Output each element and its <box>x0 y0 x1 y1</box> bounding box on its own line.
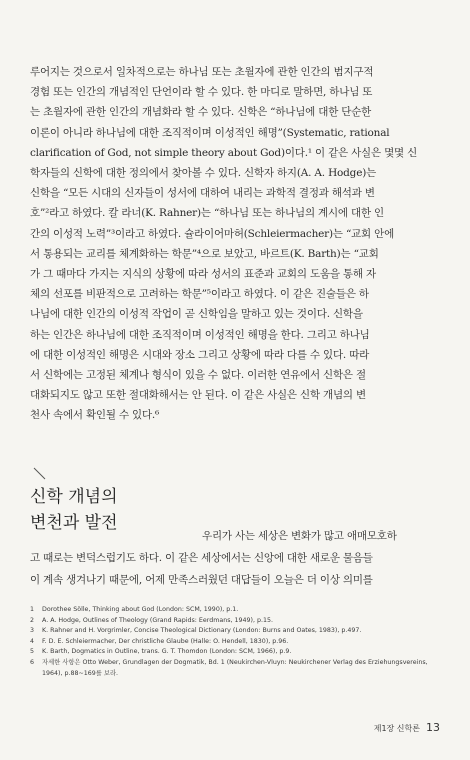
footnote-text: 자세한 사항은 Otto Weber, Grundlagen der Dogmatik, Bd. 1 (Neukirchen-Vluyn: Neukirchener Verlag des Erziehungsvereins, <box>42 658 428 666</box>
section-slash-mark <box>33 467 46 480</box>
body-line: 호”²라고 하였다. 칼 라너(K. Rahner)는 “하나님 또는 하나님의 계시에 대한 인 <box>30 207 384 220</box>
body-line: 경험 또는 인간의 개념적인 단언이라 할 수 있다. 한 마디로 말하면, 하나님 또 <box>30 86 373 99</box>
footnote-number: 4 <box>30 637 35 645</box>
body-line: 가 그 때마다 가지는 지식의 상황에 따라 성서의 표준과 교회의 도움을 통해 자 <box>30 268 376 281</box>
footnote-text: K. Rahner and H. Vorgrimler, Concise Theological Dictionary (London: Burns and Oates, 1983), p.497. <box>42 627 362 635</box>
footnote <box>30 647 440 658</box>
footnote <box>30 605 440 616</box>
footnote <box>30 658 440 669</box>
page-number: 13 <box>426 721 440 734</box>
second-paragraph <box>30 525 440 591</box>
footnote-number: 2 <box>30 616 35 624</box>
body-line: 는 초월자에 관한 인간의 개념화라 할 수 있다. 신학은 “하나님에 대한 단순한 <box>30 106 372 119</box>
second-paragraph-line: 고 때로는 변덕스럽기도 하다. 이 같은 세상에서는 신앙에 대한 새로운 물음들 <box>30 552 373 564</box>
body-line: 서 통용되는 교리를 체계화하는 학문”⁴으로 보았고, 바르트(K. Barth)는 “교회 <box>30 247 379 260</box>
footnote-number: 5 <box>30 648 35 656</box>
body-line: 나님에 대한 인간의 이성적 작업이 곧 신학임을 말하고 있는 것이다. 신학을 <box>30 308 363 321</box>
second-paragraph-line: 이 계속 생겨나기 때문에, 어제 만족스러웠던 대답들이 오늘은 더 이상 의미를 <box>30 574 373 586</box>
body-line: 서 신학에는 고정된 체계나 형식이 있을 수 없다. 이러한 연유에서 신학은 절 <box>30 369 366 382</box>
footnotes <box>30 605 440 679</box>
footnote <box>30 616 440 627</box>
section-title-line-2: 변천과 발전 <box>30 513 118 533</box>
page-footer <box>374 721 440 734</box>
body-line: 대화되지도 않고 또한 절대화해서는 안 된다. 이 같은 사실은 신학 개념의 변 <box>30 389 366 402</box>
footnote-text: Dorothee Sölle, Thinking about God (London: SCM, 1990), p.1. <box>42 606 239 613</box>
section-title-line-1: 신학 개념의 <box>30 487 118 507</box>
body-line: 천사 속에서 확인될 수 있다.⁶ <box>30 409 160 422</box>
footnote-number: 1 <box>30 606 35 613</box>
footnote-number: 3 <box>30 627 35 635</box>
body-line: clarification of God, not simple theory about God)이다.¹ 이 같은 사실은 몇몇 신 <box>30 146 418 159</box>
footnote-text: A. A. Hodge, Outlines of Theology (Grand Rapids: Eerdmans, 1949), p.15. <box>42 616 273 624</box>
body-line: 루어지는 것으로서 일차적으로는 하나님 또는 초월자에 관한 인간의 범지구적 <box>30 66 374 78</box>
second-paragraph-line: 우리가 사는 세상은 변화가 많고 애매모호하 <box>202 530 397 542</box>
body-line: 학자들의 신학에 대한 정의에서 찾아볼 수 있다. 신학자 하지(A. A. Hodge)는 <box>30 167 377 180</box>
footnote-text: K. Barth, Dogmatics in Outline, trans. G. T. Thomdon (London: SCM, 1966), p.9. <box>42 648 292 656</box>
footnote <box>30 637 440 648</box>
footnote-number: 6 <box>30 658 35 666</box>
footnote-continuation: 1964), p.88~169를 보라. <box>42 669 119 677</box>
body-line: 간의 이성적 노력”³이라고 하였다. 슐라이어마허(Schleiermacher)는 “교회 안에 <box>30 227 395 240</box>
chapter-label: 제1장 신학론 <box>373 724 420 733</box>
body-line: 하는 인간은 하나님에 대한 조직적이며 이성적인 해명을 한다. 그리고 하나님 <box>30 328 370 341</box>
body-line: 체의 선포를 비판적으로 고려하는 학문”⁵이라고 하였다. 이 같은 진술들은 하 <box>30 288 369 301</box>
footnote-text: F. D. E. Schleiermacher, Der christliche Glaube (Halle: O. Hendell, 1830), p.96. <box>42 637 289 645</box>
footnote <box>30 626 440 637</box>
body-line: 이론이 아니라 하나님에 대한 조직적이며 이성적인 해명”(Systematic, rational <box>30 126 390 139</box>
body-line: 신학을 “모든 시대의 신자들이 성서에 대하여 내리는 과학적 결정과 해석과 변 <box>30 187 375 200</box>
body-paragraph <box>30 62 440 426</box>
body-line: 에 대한 이성적인 해명은 시대와 장소 그리고 상황에 따라 다를 수 있다. 따라 <box>30 348 370 361</box>
